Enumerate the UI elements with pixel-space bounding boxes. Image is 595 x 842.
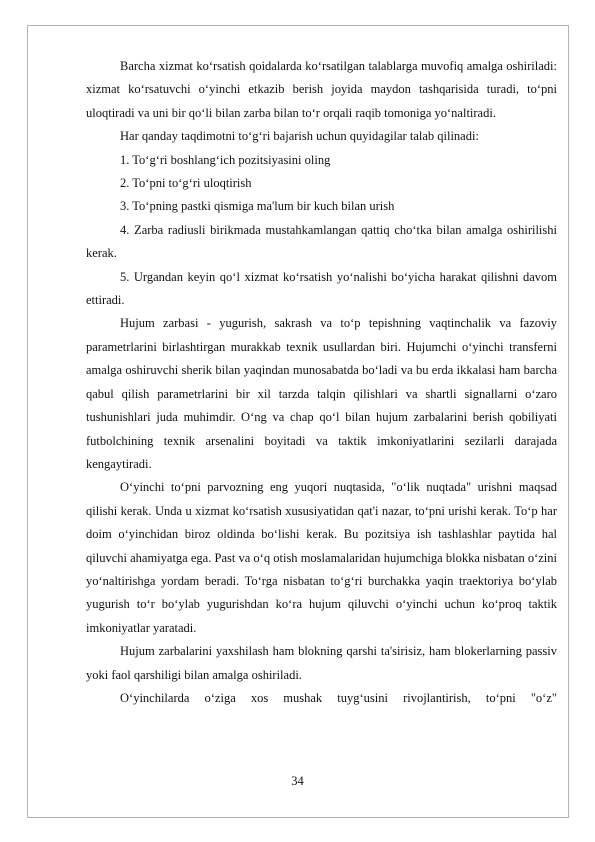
paragraph-serve-rules: Barcha xizmat ko‘rsatish qoidalarda ko‘rsatilgan talablarga muvofiq amalga oshiriladi: xizmat ko‘rsatuvchi o‘yinchi etkazib berish joyida maydon tashqarisida turadi, to‘pni uloqtiradi va uni bir qo‘li bilan zarba bilan to‘r orqali raqib tomoniga yo‘naltiradi. [86, 59, 557, 120]
paragraph-muscle-feeling: O‘yinchilarda o‘ziga xos mushak tuyg‘usini rivojlantirish, to‘pni "o‘z" [120, 690, 557, 705]
document-body [86, 55, 557, 710]
list-item-1: 1. To‘g‘ri boshlang‘ich pozitsiyasini oling [120, 152, 331, 167]
list-item-3: 3. To‘pning pastki qismiga ma'lum bir kuch bilan urish [120, 199, 395, 214]
list-item-5: 5. Urgandan keyin qo‘l xizmat ko‘rsatish yo‘nalishi bo‘yicha harakat qilishni davom ettiradi. [86, 269, 557, 308]
list-item-4: 4. Zarba radiusli birikmada mustahkamlangan qattiq cho‘tka bilan amalga oshirilishi kerak. [86, 222, 557, 261]
paragraph-requirements-intro: Har qanday taqdimotni to‘g‘ri bajarish uchun quyidagilar talab qilinadi: [120, 129, 479, 144]
paragraph-attack-improvement: Hujum zarbalarini yaxshilash ham blokning qarshi ta'sirisiz, ham blokerlarning passiv yoki faol qarshiligi bilan amalga oshiriladi. [86, 644, 557, 682]
page-number: 34 [291, 774, 304, 788]
list-item-2: 2. To‘pni to‘g‘ri uloqtirish [120, 176, 252, 191]
paragraph-dead-point: O‘yinchi to‘pni parvozning eng yuqori nuqtasida, "o‘lik nuqtada" urishni maqsad qilishi kerak. Unda u xizmat ko‘rsatish xususiyatidan qat'i nazar, to‘pni urishi kerak. To‘p har doim o‘yinchidan biroz oldinda bo‘lishi kerak. Bu pozitsiya ish tashlashlar paytida hal qiluvchi ahamiyatga ega. Past va o‘q otish moslamalaridan hujumchiga blokka nisbatan o‘zini yo‘naltirishga yordam beradi. To‘rga nisbatan to‘g‘ri burchakka yaqin traektoriya bo‘ylab yugurish to‘r bo‘ylab yugurishdan ko‘ra hujum qiluvchi o‘yinchi uchun ko‘proq taktik imkoniyatlar yaratadi. [86, 480, 557, 635]
paragraph-attack-hit: Hujum zarbasi - yugurish, sakrash va to‘p tepishning vaqtinchalik va fazoviy parametrlarini birlashtirgan murakkab texnik usullardan biri. Hujumchi o‘yinchi transferni amalga oshiruvchi sherik bilan yaqindan munosabatda bo‘ladi va bu erda ikkalasi ham barcha qabul qilish parametrlarini bir xil tarzda talqin qilishlari va shartli signallarni o‘zaro tushunishlari juda muhimdir. O‘ng va chap qo‘l bilan hujum zarbalarini berish qobiliyati futbolchining texnik arsenalini boyitadi va taktik imkoniyatlarini sezilarli darajada kengaytiradi. [86, 316, 557, 471]
